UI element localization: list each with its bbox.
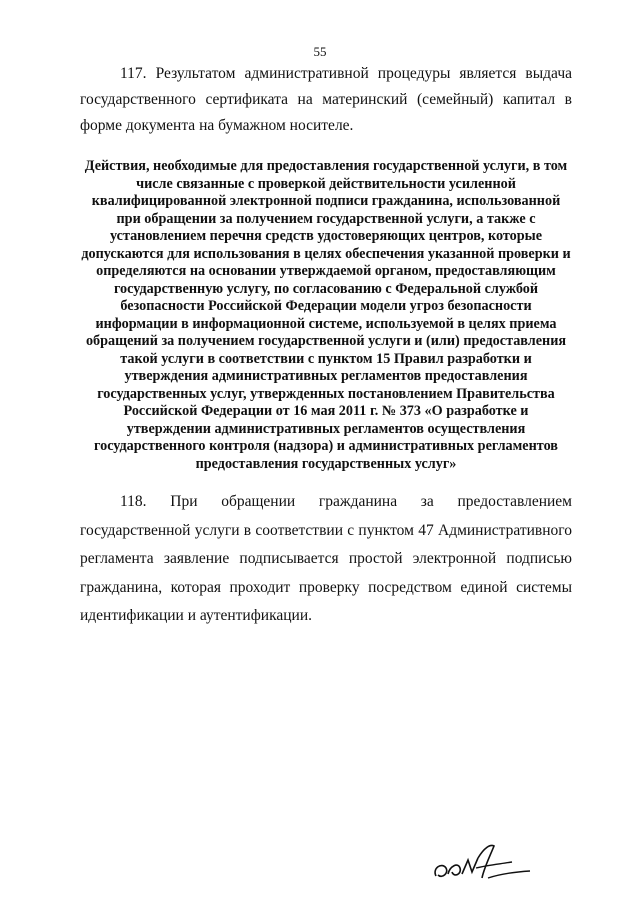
paragraph-117: 117. Результатом административной процедуры является выдача государственного сертификата на материнский (семейный) капитал в форме документа на бумажном носителе. bbox=[80, 65, 572, 134]
section-heading: Действия, необходимые для предоставления государственной услуги, в том числе связанные с проверкой действительности усиленной квалифицированной электронной подписи гражданина, использованной при обращении за получением государственной услуги, а также с установлением перечня средств удостоверяющих центров, которые допускаются для использования в целях обеспечения указанной проверки и определяются на основании утверждаемой органом, предоставляющим государственную услугу, по согласованию с Федеральной службой безопасности Российской Федерации модели угроз безопасности информации в информационной системе, используемой в целях приема обращений за получением государственной услуги и (или) предоставления такой услуги в соответствии с пунктом 15 Правил разработки и утверждения административных регламентов предоставления государственных услуг, утвержденных постановлением Правительства Российской Федерации от 16 мая 2011 г. № 373 «О разработке и утверждении административных регламентов осуществления государственного контроля (надзора) и административных регламентов предоставления государственных услуг» bbox=[81, 158, 571, 472]
handwritten-signature-icon bbox=[428, 838, 538, 888]
page-number: 55 bbox=[313, 44, 327, 59]
paragraph-118: 118. При обращении гражданина за предоставлением государственной услуги в соответствии с пунктом 47 Административного регламента заявление подписывается простой электронной подписью гражданина, которая проходит проверку посредством единой системы идентификации и аутентификации. bbox=[80, 493, 572, 624]
